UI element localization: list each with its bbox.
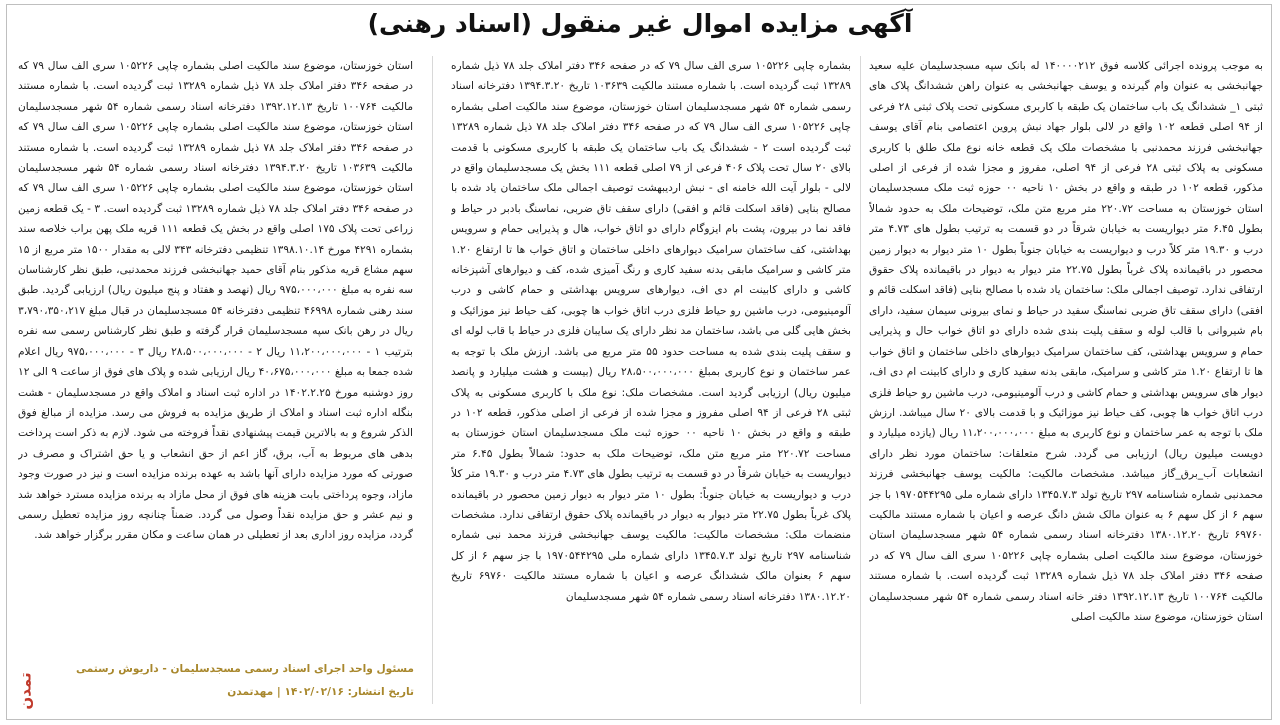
- column-divider: [860, 56, 861, 704]
- responsible-officer: مسئول واحد اجرای اسناد رسمی مسجدسلیمان - داریوش رستمی: [75, 663, 414, 675]
- column-divider: [432, 56, 433, 704]
- notice-title: آگهی مزایده اموال غیر منقول (اسناد رهنی): [367, 9, 913, 38]
- newspaper-logo-text: تمدن: [16, 672, 35, 710]
- publication-date: تاریخ انتشار: ۱۴۰۲/۰۲/۱۶ | مهدتمدن: [227, 686, 414, 698]
- notice-column-3: استان خوزستان، موضوع سند مالکیت اصلی بشماره چاپی ۱۰۵۲۲۶ سری الف سال ۷۹ که در صفحه ۳۴۶ دفتر املاک جلد ۷۸ ذیل شماره ۱۳۲۸۹ ثبت گردیده است. با شماره مستند مالکیت ۱۰۰۷۶۴ تاریخ ۱۳۹۲.۱۲.۱۳ دفترخانه اسناد رسمی شماره ۵۴ شهر مسجدسلیمان استان خوزستان، موضوع سند مالکیت اصلی بشماره چاپی ۱۰۵۲۲۶ سری الف سال ۷۹ که در صفحه ۳۴۶ دفتر املاک جلد ۷۸ ذیل شماره ۱۳۲۸۹ ثبت گردیده است. با شماره مستند مالکیت ۱۰۳۶۳۹ تاریخ ۱۳۹۴.۳.۲۰ دفترخانه اسناد رسمی شماره ۵۴ شهر مسجدسلیمان استان خوزستان، موضوع سند مالکیت اصلی بشماره چاپی ۱۰۵۲۲۶ سری الف سال ۷۹ که در صفحه ۳۴۶ دفتر املاک جلد ۷۸ ذیل شماره ۱۳۲۸۹ ثبت گردیده است. ۳ - یک قطعه زمین زراعی تحت پلاک ۱۷۵ اصلی واقع در بخش یک قطعه ۱۱۱ قریه ملک پهن براب خلاصه سند بشماره ۴۲۹۱ مورخ ۱۳۹۸.۱۰.۱۴ تنظیمی دفترخانه ۳۴۳ لالی به مقدار ۱۵۰۰ متر مربع از ۱۵ سهم مشاع قریه مذکور بنام آقای حمید جهانبخشی فرزند محمدنبی، طبق نظر کارشناسان سه نفره به مبلغ ۹۷۵،۰۰۰،۰۰۰ ریال (نهصد و هفتاد و پنج میلیون ریال) ارزیابی گردید. طبق سند رهنی شماره ۴۶۹۹۸ تنظیمی دفترخانه ۵۴ مسجدسلیمان در قبال مبلغ ۳،۷۹۰،۳۵۰،۲۱۷ ریال در رهن بانک سپه مسجدسلیمان قرار گرفته و طبق نظر کارشناس رسمی سه نفره بترتیب ۱ - ۱۱،۲۰۰،۰۰۰،۰۰۰ ریال ۲ - ۲۸،۵۰۰،۰۰۰،۰۰۰ ریال ۳ - ۹۷۵،۰۰۰،۰۰۰ ریال اعلام شده جمعا به مبلغ ۴۰،۶۷۵،۰۰۰،۰۰۰ ریال ارزیابی شده و پلاک های فوق از ساعت ۹ الی ۱۲ روز دوشنبه مورخ ۱۴۰۲.۲.۲۵ در اداره ثبت اسناد و املاک واقع در مسجدسلیمان - هشت بنگله اداره ثبت اسناد و املاک از طریق مزایده به فروش می رسد. مزایده از مبالغ فوق الذکر شروع و به بالاترین قیمت پیشنهادی نقداً فروخته می شود. لازم به ذکر است پرداخت بدهی های مربوط به آب، برق، گاز اعم از حق انشعاب و یا حق اشتراک و مصرف در صورتی که مورد مزایده دارای آنها باشد به عهده برنده مزایده است و نیز در صورت وجود مازاد، وجوه پرداختی بابت هزینه های فوق از محل مازاد به برنده مزایده مسترد خواهد شد و نیم عشر و حق مزایده نقداً وصول می گردد. ضمناً چنانچه روز مزایده تعطیل رسمی گردد، مزایده روز اداری بعد از تعطیلی در همان ساعت و مکان مقرر برگزار خواهد شد.: [18, 60, 413, 542]
- notice-column-2: بشماره چاپی ۱۰۵۲۲۶ سری الف سال ۷۹ که در صفحه ۳۴۶ دفتر املاک جلد ۷۸ ذیل شماره ۱۳۲۸۹ ثبت گردیده است. با شماره مستند مالکیت ۱۰۳۶۳۹ تاریخ ۱۳۹۴.۳.۲۰ دفترخانه اسناد رسمی شماره ۵۴ شهر مسجدسلیمان استان خوزستان، موضوع سند مالکیت اصلی بشماره چاپی ۱۰۵۲۲۶ سری الف سال ۷۹ که در صفحه ۳۴۶ دفتر املاک جلد ۷۸ ذیل شماره ۱۳۲۸۹ ثبت گردیده است ۲ - ششدانگ یک باب ساختمان یک طبقه با کاربری مسکونی با قدمت بالای ۲۰ سال تحت پلاک ۴۰۶ فرعی از ۷۹ اصلی قطعه ۱۱۱ بخش یک مسجدسلیمان واقع در لالی - بلوار آیت الله خامنه ای - نبش اردیبهشت توصیف اجمالی ملک ساختمان یاد شده با مصالح بنایی (فاقد اسکلت قائم و افقی) دارای سقف تاق ضربی، نماسنگ بادبر در حیاط و فاقد نما در بیرون، پشت بام ایزوگام دارای دو اتاق خواب، هال و پذیرایی حمام و سرویس بهداشتی، کف ساختمان سرامیک دیوارهای داخلی ساختمان و اتاق خواب ها تا ارتفاع ۱.۲۰ متر کاشی و سرامیک مابقی بدنه سفید کاری و رنگ آمیزی شده، کف و دیوارهای آشپزخانه کاشی و دارای کابینت ام دی اف، دیوارهای سرویس بهداشتی و حمام کاشی و درب آلومینیومی، درب ماشین رو حیاط فلزی درب اتاق خواب ها چوبی، کف حیاط نیز موزائیک و بخش هایی گلی می باشد، ساختمان مد نظر دارای یک سایبان فلزی در حیاط با قاب لوله ای و سقف پلیت بندی شده به مساحت حدود ۵۵ متر مربع می باشد. ارزش ملک با توجه به عمر ساختمان و نوع کاربری بمبلغ ۲۸،۵۰۰،۰۰۰،۰۰۰ ریال (بیست و هشت میلیارد و پانصد میلیون ریال) ارزیابی گردید است. مشخصات ملک: نوع ملک با کاربری مسکونی به پلاک ثبتی ۲۸ فرعی از ۹۴ اصلی مفروز و مجزا شده از فرعی از اصلی مذکور، قطعه ۱۰۲ در طبقه و واقع در بخش ۱۰ ناحیه ۰۰ حوزه ثبت ملک مسجدسلیمان استان خوزستان به مساحت ۲۲۰.۷۲ متر مربع متن ملک، توضیحات ملک به حدود: شمالاً بطول ۶.۴۵ متر دیواریست به خیابان شرقاً در دو قسمت به ترتیب بطول های ۴.۷۳ متر درب و ۱۹.۳۰ متر کلاً درب و دیواریست به خیابان جنوباً: بطول ۱۰ متر دیوار به دیوار زمین محصور در باقیمانده پلاک غرباً بطول ۲۲.۷۵ متر دیوار به دیوار در باقیمانده پلاک حقوق ارتفاقی ندارد. مشخصات منضمات ملک: مشخصات مالکیت: مالکیت یوسف جهانبخشی فرزند محمد نبی شماره شناسنامه ۲۹۷ تاریخ تولد ۱۳۴۵.۷.۳ دارای شماره ملی ۱۹۷۰۵۴۴۲۹۵ با جز سهم ۶ از کل سهم ۶ بعنوان مالک ششدانگ عرصه و اعیان با شماره مستند مالکیت ۶۹۷۶۰ تاریخ ۱۳۸۰.۱۲.۲۰ دفترخانه اسناد رسمی شماره ۵۴ شهر مسجدسلیمان: [451, 60, 851, 603]
- notice-column-1: به موجب پرونده اجرائی کلاسه فوق ۱۴۰۰۰۰۲۱۲ له بانک سپه مسجدسلیمان علیه سعید جهانبخشی به عنوان وام گیرنده و یوسف جهانبخشی به عنوان راهن ششدانگ پلاک های ثبتی ۱_ ششدانگ یک باب ساختمان یک طبقه با کاربری مسکونی تحت پلاک ثبتی ۲۸ فرعی از ۹۴ اصلی قطعه ۱۰۲ واقع در لالی بلوار جهاد نبش پروین اعتصامی بنام آقای یوسف جهانبخشی فرزند محمدنبی با مشخصات ملک یک قطعه خانه نوع ملک طلق با کاربری مسکونی به پلاک ثبتی ۲۸ فرعی از ۹۴ اصلی، مفروز و مجزا شده از فرعی از اصلی مذکور، قطعه ۱۰۲ در طبقه و واقع در بخش ۱۰ ناحیه ۰۰ حوزه ثبت ملک مسجدسلیمان استان خوزستان به مساحت ۲۲۰.۷۲ متر مربع متن ملک، توضیحات ملک به حدود شمالاً بطول ۶.۴۵ متر دیواریست به خیابان شرقاً در دو قسمت به ترتیب بطول های ۴.۷۳ متر درب و ۱۹.۳۰ متر کلاً درب و دیواریست به خیابان جنوباً بطول ۱۰ متر دیوار به دیوار زمین محصور در باقیمانده پلاک غرباً بطول ۲۲.۷۵ متر دیوار به دیوار در باقیمانده پلاک حقوق ارتفاقی ندارد. توصیف اجمالی ملک: ساختمان یاد شده با مصالح بنایی (فاقد اسکلت قائم و افقی) دارای سقف تاق ضربی نماسنگ سفید در حیاط و نمای بیرونی سیمان سفید، دارای بام شیروانی با قالب لوله و سقف پلیت بندی شده دارای دو اتاق خواب حال و پذیرایی حمام و سرویس بهداشتی، کف ساختمان سرامیک دیوارهای داخلی ساختمان و اتاق خواب ها تا ارتفاع ۱.۲۰ متر کاشی و سرامیک، مابقی بدنه سفید کاری و دارای کابینت ام دی اف، دیوار های سرویس بهداشتی و حمام کاشی و درب آلومینیومی، درب ماشین رو حیاط فلزی درب اتاق خواب ها چوبی، کف حیاط نیز موزائیک و با قدمت بالای ۲۰ سال میباشد. ارزش ملک با توجه به عمر ساختمان و نوع کاربری به مبلغ ۱۱،۲۰۰،۰۰۰،۰۰۰ ریال (یازده میلیارد و دویست میلیون ریال) ارزیابی می گردد. شرح متعلقات: ساختمان مورد نظر دارای انشعابات آب_برق_گاز میباشد. مشخصات مالکیت: مالکیت یوسف جهانبخشی فرزند محمدنبی شماره شناسنامه ۲۹۷ تاریخ تولد ۱۳۴۵.۷.۳ دارای شماره ملی ۱۹۷۰۵۴۴۲۹۵ با جز سهم ۶ از کل سهم ۶ به عنوان مالک شش دانگ عرصه و اعیان با شماره مستند مالکیت ۶۹۷۶۰ تاریخ ۱۳۸۰.۱۲.۲۰ دفترخانه اسناد رسمی شماره ۵۴ شهر مسجدسلیمان استان خوزستان، موضوع سند مالکیت اصلی بشماره چاپی ۱۰۵۲۲۶ سری الف سال ۷۹ که در صفحه ۳۴۶ دفتر املاک جلد ۷۸ ذیل شماره ۱۳۲۸۹ ثبت گردیده است. با شماره مستند مالکیت ۱۰۰۷۶۴ تاریخ ۱۳۹۲.۱۲.۱۳ دفتر خانه اسناد رسمی شماره ۵۴ شهر مسجدسلیمان استان خوزستان، موضوع سند مالکیت اصلی: [869, 60, 1263, 623]
- newspaper-logo-mark: [9, 663, 43, 719]
- newspaper-logo: [2, 662, 50, 720]
